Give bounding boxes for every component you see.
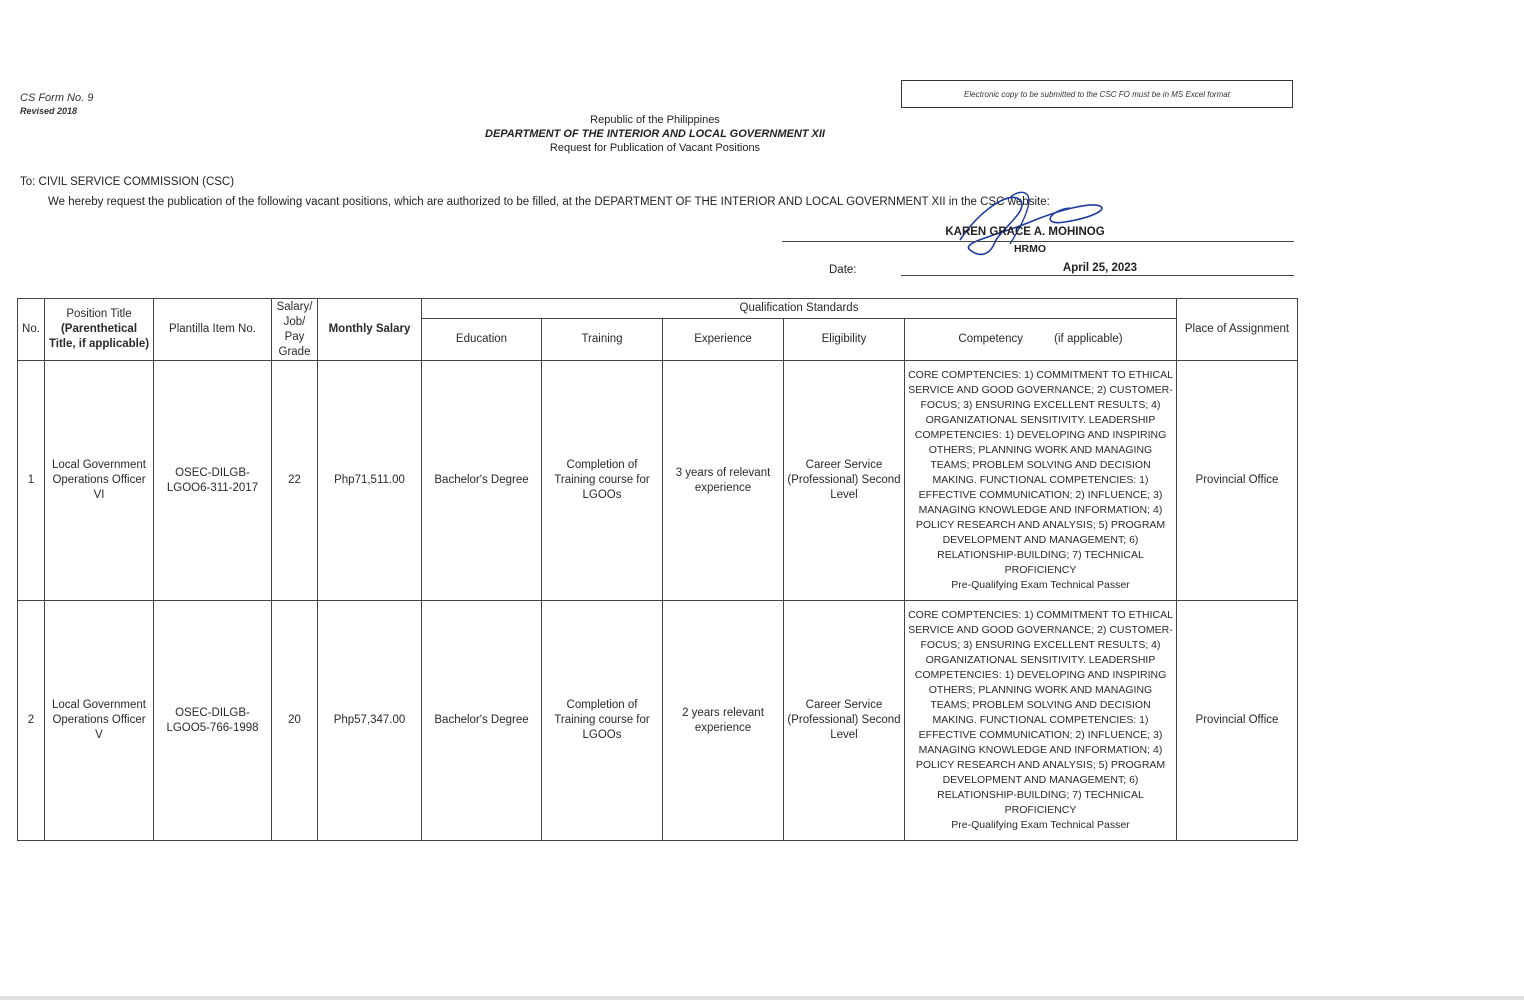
form-revision: Revised 2018 (20, 106, 78, 116)
row-experience: 3 years of relevant experience (663, 361, 784, 601)
request-text: We hereby request the publication of the following vacant positions, which are authorized to be filled, at the DEPARTMENT OF THE INTERIOR AND LOCAL GOVERNMENT XII in the CSC website: (48, 196, 1050, 208)
row-competency-text: CORE COMPTENCIES: 1) COMMITMENT TO ETHICAL SERVICE AND GOOD GOVERNANCE; 2) CUSTOMER-FOCUS; 3) ENSURING EXCELLENT RESULTS; 4) ORGANIZATIONAL SENSITIVITY. LEADERSHIP COMPETENCIES: 1) DEVELOPING AND INSPIRING OTHERS; PLANNING WORK AND MANAGING TEAMS; PROBLEM SOLVING AND DECISION MAKING. FUNCTIONAL COMPETENCIES: 1) EFFECTIVE COMMUNICATION; 2) INFLUENCE; 3) MANAGING KNOWLEDGE AND INFORMATION; 4) POLICY RESEARCH AND ANALYSIS; 5) PROGRAM DEVELOPMENT AND MANAGEMENT; 6) RELATIONSHIP-BUILDING; 7) TECHNICAL PROFICIENCY (908, 609, 1173, 816)
date-label: Date: (829, 264, 857, 276)
header-competency-label: Competency (958, 333, 1023, 345)
form-number-label: CS Form No. 9 (20, 92, 94, 104)
header-competency-note: (if applicable) (1054, 333, 1123, 345)
header-monthly-salary: Monthly Salary (318, 299, 422, 361)
vacancy-table (17, 298, 1298, 841)
header-position-title-label: Position Title (66, 308, 132, 320)
signatory-name: KAREN GRACE A. MOHINOG (945, 226, 1105, 238)
row-place: Provincial Office (1177, 601, 1298, 841)
row-no: 1 (18, 361, 45, 601)
form-number (20, 92, 93, 118)
row-competency (905, 601, 1177, 841)
row-position: Local Government Operations Officer VI (45, 361, 154, 601)
date-line (901, 275, 1294, 276)
header-eligibility: Eligibility (784, 319, 905, 361)
header-salary-grade: Salary/ Job/ Pay Grade (272, 299, 318, 361)
row-education: Bachelor's Degree (422, 361, 542, 601)
row-eligibility: Career Service (Professional) Second Level (784, 601, 905, 841)
document-header (380, 113, 930, 155)
header-education: Education (422, 319, 542, 361)
signature-line (782, 241, 1294, 242)
row-education: Bachelor's Degree (422, 601, 542, 841)
row-training: Completion of Training course for LGOOs (542, 361, 663, 601)
scan-edge (0, 996, 1524, 1000)
header-no: No. (18, 299, 45, 361)
header-training: Training (542, 319, 663, 361)
row-salary: Php71,511.00 (318, 361, 422, 601)
row-salary: Php57,347.00 (318, 601, 422, 841)
row-competency (905, 361, 1177, 601)
header-place-of-assignment: Place of Assignment (1177, 299, 1298, 361)
row-position: Local Government Operations Officer V (45, 601, 154, 841)
electronic-copy-note: Electronic copy to be submitted to the CSC FO must be in MS Excel format (901, 80, 1293, 108)
table-row (18, 601, 1298, 841)
republic-line: Republic of the Philippines (590, 114, 720, 126)
header-position-title (45, 299, 154, 361)
row-grade: 20 (272, 601, 318, 841)
department-name: DEPARTMENT OF THE INTERIOR AND LOCAL GOVERNMENT XII (485, 128, 825, 140)
header-competency (905, 319, 1177, 361)
header-position-title-note: (Parenthetical Title, if applicable) (48, 323, 150, 350)
row-competency-note: Pre-Qualifying Exam Technical Passer (951, 819, 1130, 831)
row-grade: 22 (272, 361, 318, 601)
row-competency-text: CORE COMPTENCIES: 1) COMMITMENT TO ETHICAL SERVICE AND GOOD GOVERNANCE; 2) CUSTOMER-FOCUS; 3) ENSURING EXCELLENT RESULTS; 4) ORGANIZATIONAL SENSITIVITY. LEADERSHIP COMPETENCIES: 1) DEVELOPING AND INSPIRING OTHERS; PLANNING WORK AND MANAGING TEAMS; PROBLEM SOLVING AND DECISION MAKING. FUNCTIONAL COMPETENCIES: 1) EFFECTIVE COMMUNICATION; 2) INFLUENCE; 3) MANAGING KNOWLEDGE AND INFORMATION; 4) POLICY RESEARCH AND ANALYSIS; 5) PROGRAM DEVELOPMENT AND MANAGEMENT; 6) RELATIONSHIP-BUILDING; 7) TECHNICAL PROFICIENCY (908, 369, 1173, 576)
row-plantilla: OSEC-DILGB-LGOO6-311-2017 (154, 361, 272, 601)
row-no: 2 (18, 601, 45, 841)
row-eligibility: Career Service (Professional) Second Level (784, 361, 905, 601)
header-plantilla: Plantilla Item No. (154, 299, 272, 361)
header-qualification-standards: Qualification Standards (422, 299, 1177, 319)
header-experience: Experience (663, 319, 784, 361)
addressee: To: CIVIL SERVICE COMMISSION (CSC) (20, 176, 235, 188)
document-subtitle: Request for Publication of Vacant Positions (549, 142, 761, 154)
signatory-position: HRMO (1013, 243, 1047, 255)
row-place: Provincial Office (1177, 361, 1298, 601)
date-value: April 25, 2023 (1062, 262, 1138, 274)
row-experience: 2 years relevant experience (663, 601, 784, 841)
row-competency-note: Pre-Qualifying Exam Technical Passer (951, 579, 1130, 591)
table-row (18, 361, 1298, 601)
row-training: Completion of Training course for LGOOs (542, 601, 663, 841)
row-plantilla: OSEC-DILGB-LGOO5-766-1998 (154, 601, 272, 841)
